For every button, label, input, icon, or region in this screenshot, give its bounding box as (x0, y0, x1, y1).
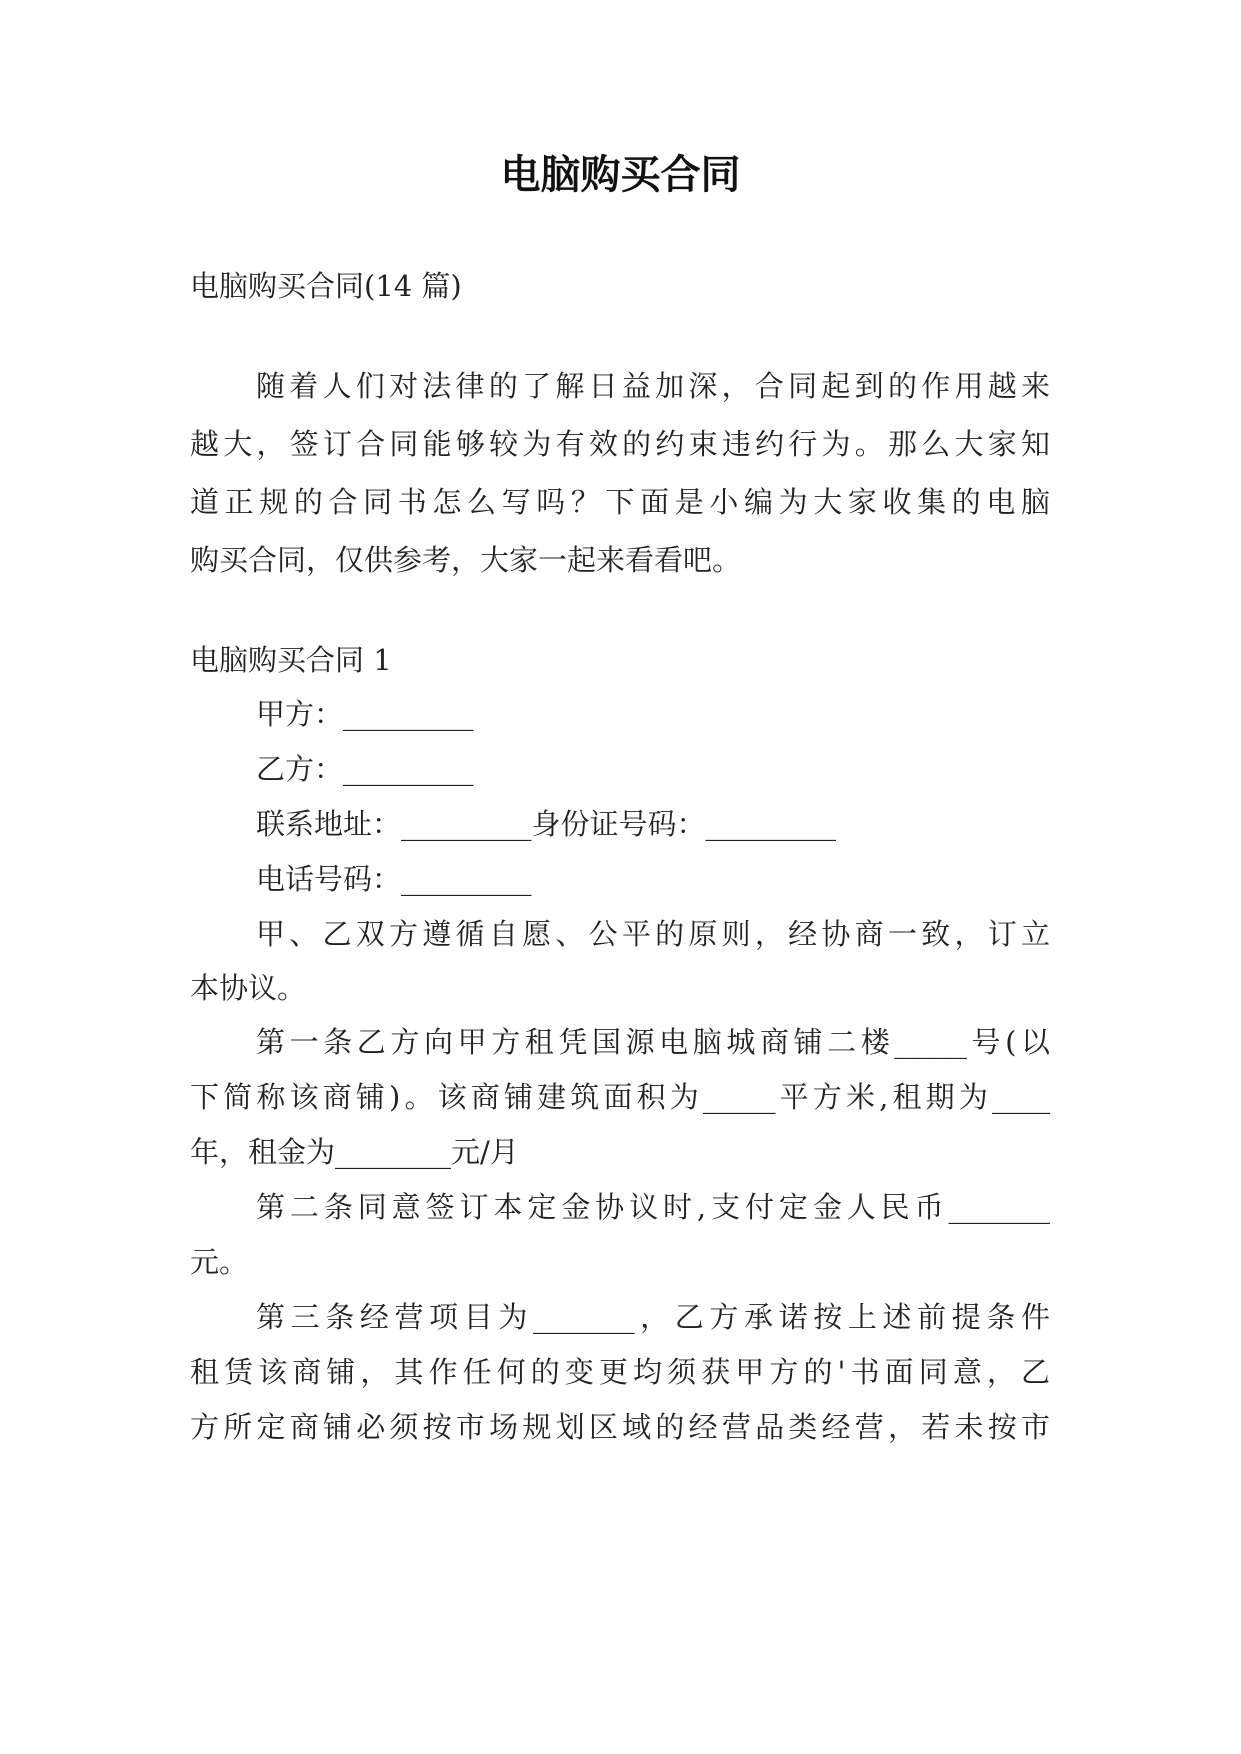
article1-line: 第一条乙方向甲方租凭国源电脑城商铺二楼_____号(以 (256, 1025, 1050, 1059)
principle-line: 本协议。 (190, 971, 307, 1005)
document-subtitle: 电脑购买合同(14 篇) (190, 269, 462, 303)
intro-line: 越大，签订合同能够较为有效的约束违约行为。那么大家知 (190, 427, 1050, 461)
article3-line: 租赁该商铺，其作任何的变更均须获甲方的'书面同意，乙 (190, 1355, 1050, 1389)
intro-line: 随着人们对法律的了解日益加深，合同起到的作用越来 (256, 369, 1050, 403)
principle-line: 甲、乙双方遵循自愿、公平的原则，经协商一致，订立 (256, 917, 1050, 951)
article2-line: 元。 (190, 1245, 249, 1279)
article1-line: 年，租金为________元/月 (190, 1135, 519, 1169)
article3-line: 第三条经营项目为_______，乙方承诺按上述前提条件 (256, 1300, 1050, 1334)
party-b-line: 乙方：_________ (256, 752, 474, 786)
article1-line: 下简称该商铺)。该商铺建筑面积为_____平方米,租期为____ (190, 1080, 1050, 1114)
party-a-line: 甲方：_________ (256, 697, 474, 731)
contact-line: 联系地址：_________身份证号码：_________ (256, 807, 837, 841)
intro-line: 购买合同，仅供参考，大家一起来看看吧。 (190, 543, 742, 577)
document-title: 电脑购买合同 (500, 152, 741, 198)
article3-line: 方所定商铺必须按市场规划区域的经营品类经营，若未按市 (190, 1410, 1050, 1444)
intro-line: 道正规的合同书怎么写吗？下面是小编为大家收集的电脑 (190, 485, 1050, 519)
article2-line: 第二条同意签订本定金协议时,支付定金人民币_______ (256, 1190, 1050, 1224)
contract-heading: 电脑购买合同 1 (190, 643, 392, 677)
phone-line: 电话号码：_________ (256, 862, 532, 896)
